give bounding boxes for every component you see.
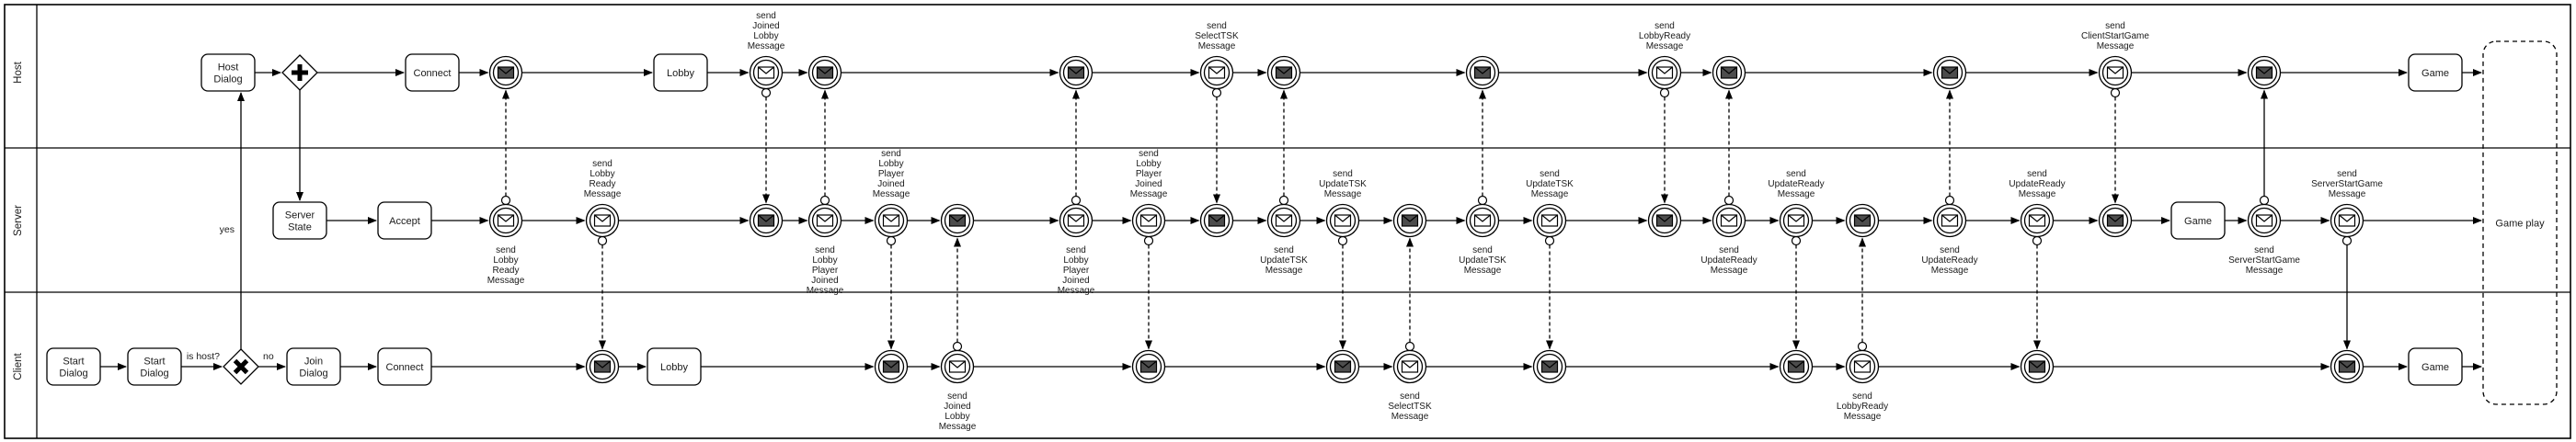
message-event-label-line: Lobby xyxy=(1136,159,1162,169)
receive-message-event-sd1[interactable] xyxy=(750,205,783,237)
message-event-label-line: LobbyReady xyxy=(1638,31,1691,41)
message-event-label-line: send xyxy=(1333,169,1353,179)
receive-message-event-sd6[interactable] xyxy=(1847,205,1879,237)
message-event-label-line: send xyxy=(592,159,613,169)
message-event-label-line: Message xyxy=(1777,189,1815,199)
task-client-start1[interactable] xyxy=(47,348,100,385)
message-event-label-line: Joined xyxy=(752,21,780,31)
message-source-dot xyxy=(1479,197,1487,205)
message-event-label-line: Lobby xyxy=(590,169,615,179)
message-event-label-line: send xyxy=(496,245,516,255)
message-event-label-line: Message xyxy=(1323,189,1362,199)
message-event-label-line: Lobby xyxy=(1063,255,1089,266)
message-source-dot xyxy=(1792,237,1801,245)
receive-message-event-hd6[interactable] xyxy=(1713,57,1746,89)
message-source-dot xyxy=(1725,197,1734,205)
message-event-label-line: send xyxy=(1400,391,1420,402)
receive-message-event-hd5[interactable] xyxy=(1467,57,1499,89)
message-source-dot xyxy=(1280,197,1288,205)
message-source-dot xyxy=(2261,197,2269,205)
message-event-label-line: UpdateReady xyxy=(1700,255,1757,266)
message-event-label-line: Joined xyxy=(1135,179,1162,189)
message-event-label-line: Message xyxy=(2096,41,2135,51)
receive-message-event-cd6[interactable] xyxy=(1780,351,1813,383)
message-event-label-line: ServerStartGame xyxy=(2228,255,2300,266)
task-label: Game xyxy=(2184,216,2212,227)
task-server-game[interactable] xyxy=(2171,202,2225,239)
message-event-label-line: send xyxy=(2105,21,2125,31)
task-host-connect[interactable] xyxy=(406,54,459,91)
task-label: Host xyxy=(217,62,239,74)
message-event-label-line: send xyxy=(1719,245,1739,255)
message-event-label-line: UpdateReady xyxy=(2009,179,2066,189)
message-event-label-line: send xyxy=(1066,245,1086,255)
message-event-label-line: Message xyxy=(1197,41,1236,51)
task-label: Start xyxy=(63,356,85,368)
receive-message-event-cd5[interactable] xyxy=(1534,351,1566,383)
message-event-label-line: send xyxy=(947,391,967,402)
message-event-label-line: Lobby xyxy=(812,255,838,266)
message-source-dot xyxy=(1339,237,1347,245)
message-event-label-line: UpdateReady xyxy=(1768,179,1825,189)
task-label: Accept xyxy=(389,216,420,227)
task-client-start2[interactable] xyxy=(128,348,181,385)
message-event-label-line: Message xyxy=(872,189,910,199)
game-play-label: Game play xyxy=(2495,218,2545,230)
message-source-dot xyxy=(599,237,607,245)
message-source-dot xyxy=(1406,343,1414,351)
task-host-game[interactable] xyxy=(2409,54,2462,91)
lane-header-server xyxy=(13,205,24,236)
message-event-label-line: UpdateTSK xyxy=(1260,255,1308,266)
message-event-label-line: Joined xyxy=(1062,276,1090,286)
task-label: Dialog xyxy=(59,368,88,380)
task-label: Start xyxy=(143,356,166,368)
message-event-label-line: send xyxy=(1274,245,1294,255)
lane-label-server: Server xyxy=(13,205,24,236)
message-event-label-line: Player xyxy=(877,169,905,179)
task-label: Join xyxy=(303,356,324,368)
receive-message-event-sd3[interactable] xyxy=(1201,205,1233,237)
receive-message-event-sd4[interactable] xyxy=(1394,205,1426,237)
task-label: State xyxy=(288,221,312,233)
message-source-dot xyxy=(502,197,510,205)
message-event-label-line: Message xyxy=(583,189,622,199)
message-source-dot xyxy=(2343,237,2352,245)
message-event-label-line: Lobby xyxy=(878,159,904,169)
receive-message-event-cd8[interactable] xyxy=(2331,351,2364,383)
message-event-label-line: Ready xyxy=(589,179,616,189)
receive-message-event-cd1[interactable] xyxy=(587,351,619,383)
message-event-label-line: Ready xyxy=(492,266,520,276)
message-event-label-line: Joined xyxy=(811,276,839,286)
task-client-join[interactable] xyxy=(287,348,340,385)
task-host-lobby[interactable] xyxy=(654,54,707,91)
message-event-label-line: SelectTSK xyxy=(1195,31,1239,41)
message-event-label-line: Lobby xyxy=(493,255,519,266)
message-source-dot xyxy=(887,237,896,245)
message-event-label-line: UpdateReady xyxy=(1921,255,1978,266)
is-host-label: is host? xyxy=(186,351,220,362)
message-event-label-line: SelectTSK xyxy=(1388,402,1432,412)
message-event-label-line: Joined xyxy=(944,402,971,412)
message-source-dot xyxy=(1213,89,1221,97)
message-event-label-line: send xyxy=(881,149,901,159)
message-event-label-line: Message xyxy=(1463,266,1502,276)
message-event-label-line: Message xyxy=(2328,189,2366,199)
task-client-connect[interactable] xyxy=(378,348,431,385)
lane-header-host xyxy=(13,61,24,83)
receive-message-event-cd2[interactable] xyxy=(876,351,908,383)
message-event-label-line: Message xyxy=(1129,189,1168,199)
message-event-label-line: Lobby xyxy=(753,31,779,41)
task-label: Dialog xyxy=(140,368,169,380)
message-source-dot xyxy=(1546,237,1554,245)
yes-flow-label: yes xyxy=(219,224,235,235)
task-label: Connect xyxy=(385,362,424,373)
receive-message-event-hd1[interactable] xyxy=(490,57,522,89)
task-client-game[interactable] xyxy=(2409,348,2462,385)
receive-message-event-hd8[interactable] xyxy=(2249,57,2281,89)
message-event-label-line: Message xyxy=(1710,266,1748,276)
task-label: Dialog xyxy=(299,368,328,380)
message-source-dot xyxy=(1661,89,1669,97)
message-event-label-line: send xyxy=(756,11,776,21)
task-label: Connect xyxy=(413,68,452,79)
message-event-label-line: Message xyxy=(2245,266,2284,276)
message-source-dot xyxy=(1072,197,1081,205)
receive-message-event-hd4[interactable] xyxy=(1268,57,1300,89)
task-client-lobby[interactable] xyxy=(647,348,701,385)
lane-header-client xyxy=(13,352,24,380)
receive-message-event-sd5[interactable] xyxy=(1649,205,1681,237)
task-server-accept[interactable] xyxy=(378,202,431,239)
message-event-label-line: Message xyxy=(2018,189,2056,199)
message-source-dot xyxy=(1145,237,1153,245)
message-event-label-line: UpdateTSK xyxy=(1319,179,1367,189)
task-label: Game xyxy=(2421,362,2449,373)
task-label: Game xyxy=(2421,68,2449,79)
receive-message-event-cd7[interactable] xyxy=(2021,351,2054,383)
message-event-label-line: Message xyxy=(806,286,844,296)
receive-message-event-hd3[interactable] xyxy=(1060,57,1093,89)
message-event-label-line: Player xyxy=(811,266,839,276)
message-event-label-line: Message xyxy=(1530,189,1569,199)
message-event-label-line: Player xyxy=(1062,266,1090,276)
message-source-dot xyxy=(2112,89,2120,97)
message-event-label-line: Player xyxy=(1135,169,1162,179)
message-event-label-line: UpdateTSK xyxy=(1526,179,1574,189)
send-message-event-hw1[interactable] xyxy=(748,11,785,89)
message-event-label-line: Message xyxy=(487,276,525,286)
task-label: Server xyxy=(284,210,315,221)
message-event-label-line: send xyxy=(1654,21,1675,31)
no-flow-label: no xyxy=(263,351,274,362)
message-source-dot xyxy=(821,197,830,205)
message-event-label-line: send xyxy=(2254,245,2274,255)
message-event-label-line: send xyxy=(1852,391,1872,402)
message-event-label-line: Message xyxy=(1265,266,1303,276)
message-event-label-line: Lobby xyxy=(945,412,970,422)
message-event-label-line: Joined xyxy=(877,179,905,189)
message-event-label-line: Message xyxy=(1391,412,1429,422)
task-label: Dialog xyxy=(213,74,243,85)
message-event-label-line: Message xyxy=(1057,286,1095,296)
task-host-dialog[interactable] xyxy=(201,54,255,91)
receive-message-event-cd3[interactable] xyxy=(1133,351,1165,383)
message-source-dot xyxy=(2033,237,2042,245)
message-event-label-line: Message xyxy=(747,41,785,51)
message-event-label-line: Message xyxy=(938,422,977,432)
message-event-label-line: send xyxy=(1786,169,1806,179)
lane-label-client: Client xyxy=(13,353,24,380)
receive-message-event-hd7[interactable] xyxy=(1934,57,1966,89)
message-source-dot xyxy=(954,343,962,351)
message-event-label-line: Message xyxy=(1930,266,1969,276)
message-event-label-line: send xyxy=(2337,169,2357,179)
message-event-label-line: send xyxy=(1139,149,1159,159)
receive-message-event-sd7[interactable] xyxy=(2100,205,2132,237)
receive-message-event-hd2[interactable] xyxy=(809,57,841,89)
task-label: Lobby xyxy=(660,362,688,373)
message-source-dot xyxy=(762,89,771,97)
message-event-label-line: ServerStartGame xyxy=(2311,179,2383,189)
message-event-label-line: UpdateTSK xyxy=(1459,255,1506,266)
receive-message-event-sd2[interactable] xyxy=(942,205,974,237)
lane-label-host: Host xyxy=(13,62,24,84)
message-event-label-line: Message xyxy=(1645,41,1684,51)
receive-message-event-cd4[interactable] xyxy=(1327,351,1359,383)
message-event-label-line: send xyxy=(1472,245,1493,255)
message-event-label-line: send xyxy=(1940,245,1960,255)
message-event-label-line: send xyxy=(1540,169,1560,179)
message-source-dot xyxy=(1859,343,1867,351)
message-source-dot xyxy=(1946,197,1954,205)
message-event-label-line: ClientStartGame xyxy=(2081,31,2149,41)
message-event-label-line: send xyxy=(2027,169,2047,179)
message-event-label-line: LobbyReady xyxy=(1836,402,1889,412)
message-event-label-line: send xyxy=(815,245,835,255)
task-server-state[interactable] xyxy=(273,202,326,239)
message-event-label-line: Message xyxy=(1843,412,1882,422)
message-event-label-line: send xyxy=(1207,21,1227,31)
task-label: Lobby xyxy=(667,68,694,79)
